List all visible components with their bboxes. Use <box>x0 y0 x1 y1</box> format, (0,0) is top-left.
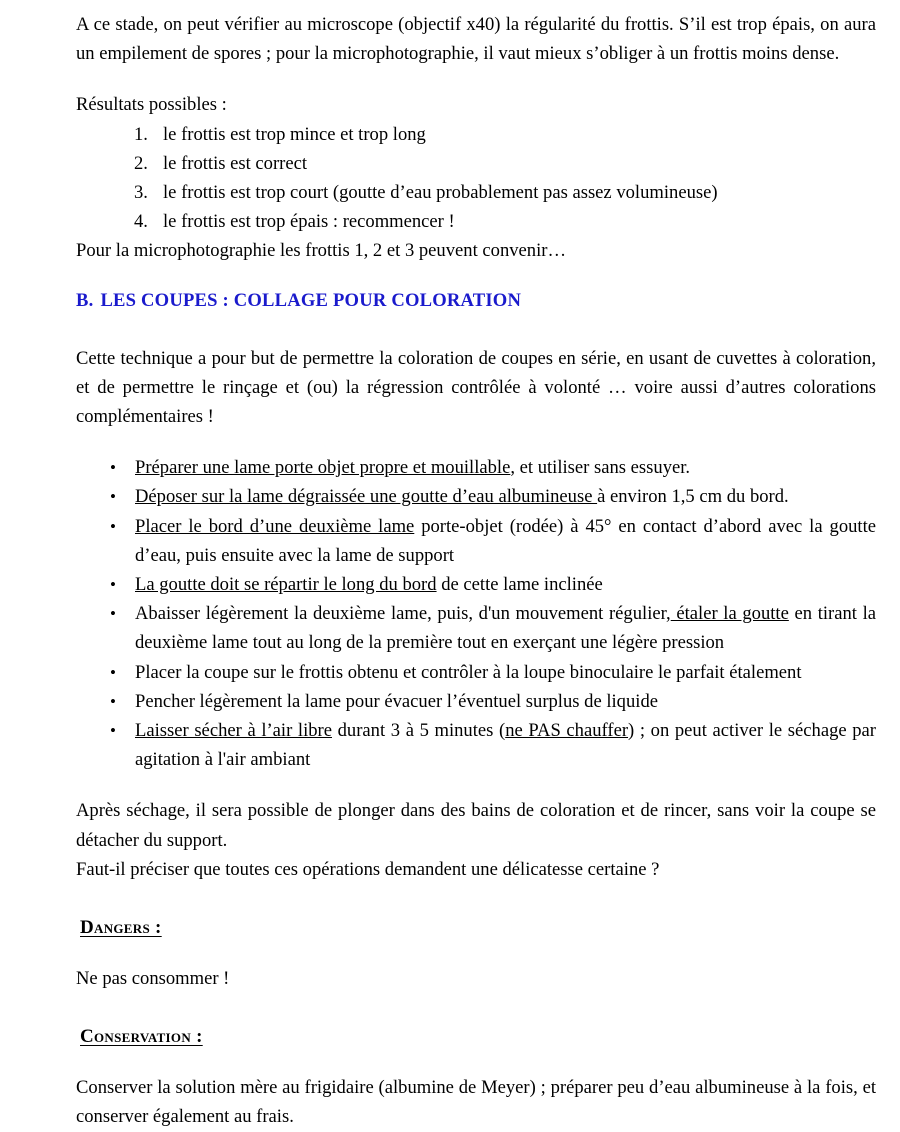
step-text: à environ 1,5 cm du bord. <box>597 486 789 508</box>
results-conclusion: Pour la microphotographie les frottis 1, 2 et 3 peuvent convenir… <box>76 240 567 262</box>
step-text: Pencher légèrement la lame pour évacuer l’éventuel surplus de liquide <box>135 690 658 712</box>
bullet-icon: • <box>110 458 116 478</box>
spacer <box>76 942 875 964</box>
technique-paragraph: Cette technique a pour but de permettre la coloration de coupes en série, en usant de cuvettes à coloration, et de permettre le rinçage et (ou) la régression contrôlée à volonté … voire aussi d’autres colorations complémentaires ! <box>76 347 876 428</box>
spacer <box>76 884 875 914</box>
section-heading-b <box>76 288 875 314</box>
list-item <box>76 453 876 482</box>
spacer <box>76 431 875 453</box>
step-text-pre: Abaisser légèrement la deuxième lame, puis, d'un mouvement régulier, <box>135 603 671 625</box>
step-text: en tirant la deuxième lame tout au long de la première tout en exerçant une légère pression <box>135 603 876 654</box>
conservation-body: Conserver la solution mère au frigidaire (albumine de Meyer) ; préparer peu d’eau albumineuse à la fois, et conserver également au frais. <box>76 1077 876 1128</box>
list-item <box>76 658 876 687</box>
list-item-text: le frottis est trop court (goutte d’eau probablement pas assez volumineuse) <box>163 182 718 204</box>
list-item <box>76 482 876 511</box>
section-letter: B. <box>76 289 94 311</box>
list-item <box>76 570 876 599</box>
step-underlined-text: Préparer une lame porte objet propre et mouillable <box>135 457 511 479</box>
step-text-mid: durant 3 à 5 minutes ( <box>332 720 506 742</box>
list-item <box>76 178 875 207</box>
list-item <box>76 599 876 657</box>
list-item <box>76 687 876 716</box>
step-text: , et utiliser sans essuyer. <box>510 457 691 479</box>
step-underlined-text: Déposer sur la lame dégraissée une goutte d’eau albumineuse <box>135 486 598 508</box>
steps-list <box>76 453 875 774</box>
intro-paragraph: A ce stade, on peut vérifier au microscope (objectif x40) la régularité du frottis. S’il est trop épais, on aura un empilement de spores ; pour la microphotographie, il vaut mieux s’obliger à un frottis moins dense. <box>76 14 876 65</box>
dangers-heading-wrap <box>76 914 875 942</box>
list-item-text: le frottis est trop épais : recommencer ! <box>163 211 455 233</box>
list-item <box>76 716 876 774</box>
delicacy-line: Faut-il préciser que toutes ces opérations demandent une délicatesse certaine ? <box>76 858 660 880</box>
list-marker: 3. <box>134 182 148 204</box>
list-item <box>76 207 875 236</box>
conservation-heading: Conservation : <box>80 1026 203 1048</box>
list-marker: 2. <box>134 152 148 174</box>
bullet-icon: • <box>110 516 116 536</box>
after-drying-paragraph: Après séchage, il sera possible de plonger dans des bains de coloration et de rincer, sans voir la coupe se détacher du support. <box>76 800 876 851</box>
step-underlined-text: La goutte doit se répartir le long du bord <box>135 574 437 596</box>
dangers-heading: Dangers : <box>80 917 162 939</box>
section-title: LES COUPES : COLLAGE POUR COLORATION <box>100 289 522 311</box>
bullet-icon: • <box>110 721 116 741</box>
results-label: Résultats possibles : <box>76 94 227 116</box>
step-text: Placer la coupe sur le frottis obtenu et contrôler à la loupe binoculaire le parfait étalement <box>135 661 802 683</box>
list-marker: 4. <box>134 211 148 233</box>
list-item-text: le frottis est trop mince et trop long <box>163 123 426 145</box>
bullet-icon: • <box>110 662 116 682</box>
spacer <box>76 314 875 344</box>
step-underlined-text: étaler la goutte <box>670 603 789 625</box>
spacer <box>76 68 875 90</box>
bullet-icon: • <box>110 575 116 595</box>
conservation-heading-wrap <box>76 1023 875 1051</box>
bullet-icon: • <box>110 691 116 711</box>
step-underlined-text: Placer le bord d’une deuxième lame <box>135 515 415 537</box>
step-underlined-text-2: ne PAS chauffer <box>505 720 629 742</box>
step-text: de cette lame inclinée <box>436 574 603 596</box>
list-item <box>76 149 875 178</box>
list-item-text: le frottis est correct <box>163 152 308 174</box>
spacer <box>76 266 875 288</box>
dangers-body: Ne pas consommer ! <box>76 968 230 990</box>
step-underlined-text: Laisser sécher à l’air libre <box>135 720 332 742</box>
results-list <box>76 120 875 237</box>
step-text: ) ; on peut activer le séchage par agitation à l'air ambiant <box>135 720 876 771</box>
list-item <box>76 120 875 149</box>
bullet-icon: • <box>110 487 116 507</box>
step-text: porte-objet (rodée) à 45° en contact d’abord avec la goutte d’eau, puis ensuite avec la lame de support <box>135 515 876 566</box>
bullet-icon: • <box>110 604 116 624</box>
spacer <box>76 774 875 796</box>
spacer <box>76 993 875 1023</box>
list-marker: 1. <box>134 123 148 145</box>
list-item <box>76 512 876 570</box>
spacer <box>76 1051 875 1073</box>
